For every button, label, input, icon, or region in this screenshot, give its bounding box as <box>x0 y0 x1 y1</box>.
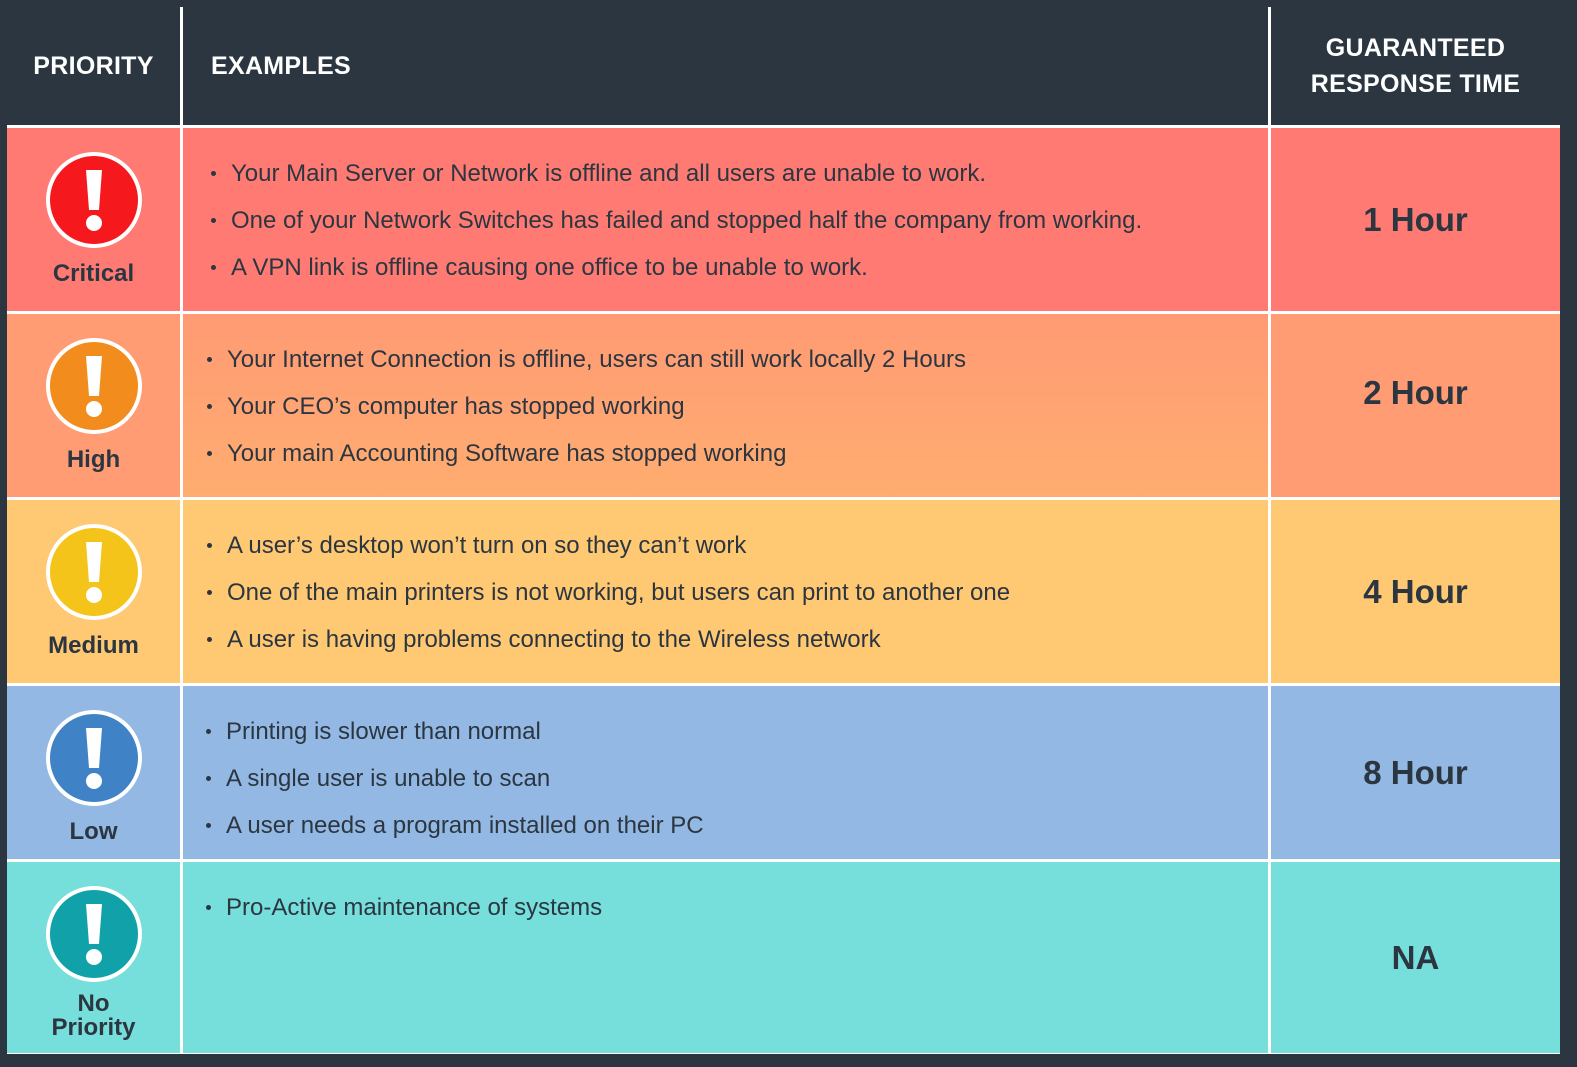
header-response-time <box>1271 7 1560 125</box>
response-time-value: 2 Hour <box>1363 374 1468 411</box>
list-item: A user needs a program installed on their PC <box>226 802 1268 849</box>
examples-cell-no-priority <box>183 862 1268 1053</box>
priority-cell-low <box>7 686 180 859</box>
header-response-line1: GUARANTEED <box>1325 34 1506 62</box>
response-time-value: 4 Hour <box>1363 572 1468 610</box>
response-cell-critical <box>1271 128 1560 311</box>
list-item: Your Main Server or Network is offline and all users are unable to work. <box>231 150 1268 197</box>
priority-cell-high <box>7 314 180 497</box>
priority-label: Low <box>69 818 118 845</box>
examples-cell-critical <box>183 128 1268 311</box>
response-cell-medium <box>1271 500 1560 683</box>
header-examples <box>183 7 1268 125</box>
examples-list <box>183 128 1268 291</box>
list-item: Your main Accounting Software has stopped working <box>227 430 1268 477</box>
examples-list <box>183 500 1268 663</box>
list-item: Printing is slower than normal <box>226 708 1268 755</box>
header-examples-label: EXAMPLES <box>211 51 351 80</box>
list-item: Pro-Active maintenance of systems <box>226 884 1268 931</box>
header-priority-label: PRIORITY <box>33 51 154 80</box>
exclamation-icon <box>46 710 142 806</box>
examples-list <box>183 314 1268 477</box>
response-cell-no-priority <box>1271 862 1560 1053</box>
response-time-value: 8 Hour <box>1363 753 1468 791</box>
exclamation-icon <box>46 886 142 982</box>
response-time-value: NA <box>1391 938 1440 976</box>
examples-cell-medium <box>183 500 1268 683</box>
header-priority <box>7 7 180 125</box>
priority-cell-critical <box>7 128 180 311</box>
header-response-line2: RESPONSE TIME <box>1310 70 1521 98</box>
list-item: One of your Network Switches has failed and stopped half the company from working. <box>231 197 1268 244</box>
exclamation-icon <box>46 524 142 620</box>
examples-list <box>183 862 1268 931</box>
priority-label: High <box>66 446 121 473</box>
response-cell-low <box>1271 686 1560 859</box>
examples-cell-low <box>183 686 1268 859</box>
exclamation-icon <box>46 338 142 434</box>
list-item: A user’s desktop won’t turn on so they can’t work <box>227 522 1268 569</box>
priority-cell-no-priority <box>7 862 180 1053</box>
priority-label: Medium <box>48 632 139 659</box>
list-item: A user is having problems connecting to the Wireless network <box>227 616 1268 663</box>
list-item: A single user is unable to scan <box>226 755 1268 802</box>
examples-list <box>183 686 1268 849</box>
priority-table <box>7 7 1560 1054</box>
priority-label: Critical <box>52 260 135 287</box>
priority-cell-medium <box>7 500 180 683</box>
list-item: Your CEO’s computer has stopped working <box>227 383 1268 430</box>
exclamation-icon <box>46 152 142 248</box>
list-item: A VPN link is offline causing one office to be unable to work. <box>231 244 1268 291</box>
response-time-value: 1 Hour <box>1363 200 1468 238</box>
response-cell-high <box>1271 314 1560 497</box>
priority-label <box>51 992 135 1040</box>
examples-cell-high <box>183 314 1268 497</box>
list-item: One of the main printers is not working, but users can print to another one <box>227 569 1268 616</box>
priority-label-line2: Priority <box>51 1014 136 1041</box>
priority-label-line1: No <box>77 990 110 1017</box>
list-item: Your Internet Connection is offline, users can still work locally 2 Hours <box>227 336 1268 383</box>
